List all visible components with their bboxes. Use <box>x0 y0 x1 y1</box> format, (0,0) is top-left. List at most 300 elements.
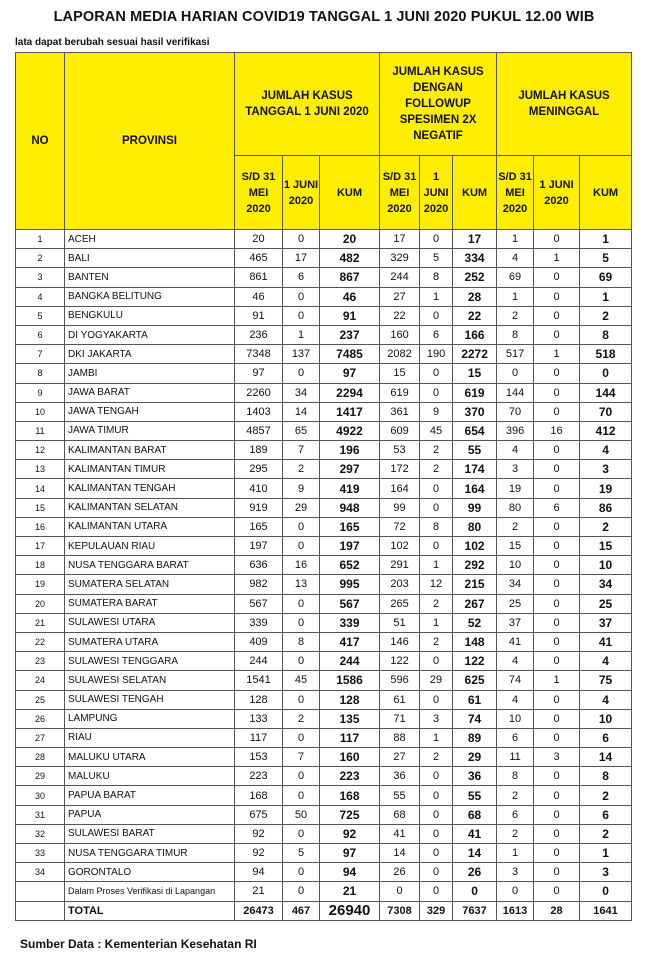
followup-day-value: 1 <box>420 556 453 575</box>
meninggal-day-value: 0 <box>534 517 580 536</box>
province-name: SUMATERA SELATAN <box>65 575 235 594</box>
kasus-kum-value: 1417 <box>320 402 380 421</box>
meninggal-sd-value: 37 <box>497 613 534 632</box>
followup-sd-value: 122 <box>380 652 420 671</box>
meninggal-day-value: 0 <box>534 364 580 383</box>
kasus-kum-value: 244 <box>320 652 380 671</box>
meninggal-sd-value: 10 <box>497 556 534 575</box>
table-row <box>16 709 632 728</box>
kasus-day-value: 0 <box>283 306 320 325</box>
table-row <box>16 671 632 690</box>
kasus-day-value: 0 <box>283 230 320 249</box>
row-number: 16 <box>16 517 65 536</box>
followup-sd-value: 265 <box>380 594 420 613</box>
followup-sd-value: 41 <box>380 824 420 843</box>
kasus-kum-value: 128 <box>320 690 380 709</box>
province-name: SULAWESI SELATAN <box>65 671 235 690</box>
row-number: 31 <box>16 805 65 824</box>
col-header-meninggal-kum: KUM <box>580 156 632 230</box>
meninggal-sd-value: 2 <box>497 786 534 805</box>
table-row <box>16 786 632 805</box>
followup-day-value: 1 <box>420 613 453 632</box>
province-name: BANTEN <box>65 268 235 287</box>
followup-day-value: 2 <box>420 748 453 767</box>
meninggal-day-value: 0 <box>534 824 580 843</box>
row-number: 9 <box>16 383 65 402</box>
col-header-kasus-kum: KUM <box>320 156 380 230</box>
kasus-day-value: 137 <box>283 345 320 364</box>
meninggal-kum-value: 6 <box>580 805 632 824</box>
province-name: NUSA TENGGARA TIMUR <box>65 844 235 863</box>
followup-day-value: 29 <box>420 671 453 690</box>
meninggal-kum-value: 0 <box>580 882 632 901</box>
meninggal-sd-value: 144 <box>497 383 534 402</box>
followup-day-value: 2 <box>420 460 453 479</box>
kasus-sd-value: 339 <box>235 613 283 632</box>
meninggal-kum-value: 2 <box>580 786 632 805</box>
meninggal-day-value: 0 <box>534 537 580 556</box>
kasus-kum-value: 197 <box>320 537 380 556</box>
kasus-day-value: 0 <box>283 594 320 613</box>
province-name: ACEH <box>65 230 235 249</box>
total-meninggal-kum: 1641 <box>580 901 632 920</box>
kasus-day-value: 0 <box>283 767 320 786</box>
meninggal-day-value: 3 <box>534 748 580 767</box>
kasus-kum-value: 135 <box>320 709 380 728</box>
followup-day-value: 0 <box>420 498 453 517</box>
row-number: 33 <box>16 844 65 863</box>
total-kasus-day: 467 <box>283 901 320 920</box>
kasus-sd-value: 236 <box>235 325 283 344</box>
kasus-day-value: 0 <box>283 786 320 805</box>
followup-day-value: 8 <box>420 268 453 287</box>
group-header-kasus: JUMLAH KASUS TANGGAL 1 JUNI 2020 <box>235 53 380 156</box>
kasus-kum-value: 94 <box>320 863 380 882</box>
followup-day-value: 0 <box>420 383 453 402</box>
province-name: KEPULAUAN RIAU <box>65 537 235 556</box>
row-number <box>16 882 65 901</box>
province-name: KALIMANTAN BARAT <box>65 441 235 460</box>
meninggal-kum-value: 15 <box>580 537 632 556</box>
total-meninggal-day: 28 <box>534 901 580 920</box>
kasus-sd-value: 133 <box>235 709 283 728</box>
meninggal-sd-value: 1 <box>497 230 534 249</box>
table-row <box>16 287 632 306</box>
meninggal-sd-value: 396 <box>497 421 534 440</box>
table-row <box>16 613 632 632</box>
kasus-kum-value: 97 <box>320 844 380 863</box>
meninggal-sd-value: 3 <box>497 863 534 882</box>
followup-kum-value: 15 <box>453 364 497 383</box>
followup-day-value: 2 <box>420 441 453 460</box>
total-followup-day: 329 <box>420 901 453 920</box>
meninggal-sd-value: 10 <box>497 709 534 728</box>
table-row <box>16 882 632 901</box>
province-name: LAMPUNG <box>65 709 235 728</box>
total-row <box>16 901 632 920</box>
kasus-day-value: 0 <box>283 364 320 383</box>
kasus-kum-value: 2294 <box>320 383 380 402</box>
province-name: SULAWESI TENGAH <box>65 690 235 709</box>
kasus-sd-value: 1403 <box>235 402 283 421</box>
province-name: JAWA BARAT <box>65 383 235 402</box>
followup-sd-value: 36 <box>380 767 420 786</box>
row-number: 1 <box>16 230 65 249</box>
kasus-kum-value: 339 <box>320 613 380 632</box>
kasus-kum-value: 867 <box>320 268 380 287</box>
meninggal-day-value: 0 <box>534 844 580 863</box>
meninggal-sd-value: 6 <box>497 728 534 747</box>
followup-kum-value: 166 <box>453 325 497 344</box>
row-number: 17 <box>16 537 65 556</box>
kasus-sd-value: 7348 <box>235 345 283 364</box>
meninggal-kum-value: 69 <box>580 268 632 287</box>
followup-kum-value: 654 <box>453 421 497 440</box>
kasus-kum-value: 417 <box>320 632 380 651</box>
kasus-kum-value: 92 <box>320 824 380 843</box>
row-number: 13 <box>16 460 65 479</box>
table-row <box>16 383 632 402</box>
table-row <box>16 748 632 767</box>
followup-sd-value: 146 <box>380 632 420 651</box>
kasus-sd-value: 861 <box>235 268 283 287</box>
followup-kum-value: 174 <box>453 460 497 479</box>
followup-kum-value: 215 <box>453 575 497 594</box>
row-number: 8 <box>16 364 65 383</box>
row-number: 29 <box>16 767 65 786</box>
meninggal-kum-value: 19 <box>580 479 632 498</box>
meninggal-kum-value: 2 <box>580 824 632 843</box>
meninggal-day-value: 1 <box>534 249 580 268</box>
col-header-kasus-sd: S/D 31 MEI 2020 <box>235 156 283 230</box>
kasus-day-value: 2 <box>283 709 320 728</box>
followup-sd-value: 55 <box>380 786 420 805</box>
row-number: 6 <box>16 325 65 344</box>
province-name: JAWA TENGAH <box>65 402 235 421</box>
meninggal-kum-value: 4 <box>580 652 632 671</box>
kasus-sd-value: 4857 <box>235 421 283 440</box>
followup-sd-value: 27 <box>380 748 420 767</box>
col-header-meninggal-day: 1 JUNI 2020 <box>534 156 580 230</box>
row-number: 22 <box>16 632 65 651</box>
meninggal-kum-value: 0 <box>580 364 632 383</box>
followup-day-value: 0 <box>420 824 453 843</box>
followup-kum-value: 55 <box>453 441 497 460</box>
meninggal-day-value: 0 <box>534 402 580 421</box>
province-name: SUMATERA UTARA <box>65 632 235 651</box>
source-note: Sumber Data : Kementerian Kesehatan RI <box>20 937 257 951</box>
meninggal-sd-value: 2 <box>497 517 534 536</box>
kasus-kum-value: 652 <box>320 556 380 575</box>
group-header-followup: JUMLAH KASUS DENGAN FOLLOWUP SPESIMEN 2X NEGATIF <box>380 53 497 156</box>
total-meninggal-sd: 1613 <box>497 901 534 920</box>
meninggal-kum-value: 518 <box>580 345 632 364</box>
kasus-day-value: 0 <box>283 652 320 671</box>
kasus-sd-value: 409 <box>235 632 283 651</box>
row-number: 10 <box>16 402 65 421</box>
followup-sd-value: 291 <box>380 556 420 575</box>
table-row <box>16 479 632 498</box>
report-title: LAPORAN MEDIA HARIAN COVID19 TANGGAL 1 JUNI 2020 PUKUL 12.00 WIB <box>53 9 595 25</box>
meninggal-day-value: 0 <box>534 709 580 728</box>
kasus-day-value: 65 <box>283 421 320 440</box>
followup-day-value: 6 <box>420 325 453 344</box>
followup-sd-value: 26 <box>380 863 420 882</box>
kasus-kum-value: 46 <box>320 287 380 306</box>
followup-sd-value: 15 <box>380 364 420 383</box>
meninggal-sd-value: 41 <box>497 632 534 651</box>
followup-kum-value: 74 <box>453 709 497 728</box>
table-row <box>16 632 632 651</box>
kasus-day-value: 6 <box>283 268 320 287</box>
followup-kum-value: 619 <box>453 383 497 402</box>
kasus-day-value: 0 <box>283 882 320 901</box>
province-name: MALUKU <box>65 767 235 786</box>
followup-kum-value: 625 <box>453 671 497 690</box>
table-row <box>16 517 632 536</box>
row-number: 27 <box>16 728 65 747</box>
kasus-day-value: 29 <box>283 498 320 517</box>
kasus-sd-value: 636 <box>235 556 283 575</box>
meninggal-day-value: 0 <box>534 556 580 575</box>
table-row <box>16 498 632 517</box>
followup-kum-value: 148 <box>453 632 497 651</box>
row-number: 23 <box>16 652 65 671</box>
kasus-kum-value: 223 <box>320 767 380 786</box>
row-number: 30 <box>16 786 65 805</box>
province-name: JAMBI <box>65 364 235 383</box>
meninggal-sd-value: 69 <box>497 268 534 287</box>
followup-kum-value: 26 <box>453 863 497 882</box>
province-name: KALIMANTAN UTARA <box>65 517 235 536</box>
kasus-kum-value: 160 <box>320 748 380 767</box>
followup-kum-value: 17 <box>453 230 497 249</box>
table-row <box>16 345 632 364</box>
meninggal-day-value: 0 <box>534 230 580 249</box>
kasus-day-value: 50 <box>283 805 320 824</box>
followup-day-value: 0 <box>420 767 453 786</box>
meninggal-sd-value: 15 <box>497 537 534 556</box>
row-number: 15 <box>16 498 65 517</box>
table-row <box>16 594 632 613</box>
province-name: KALIMANTAN SELATAN <box>65 498 235 517</box>
province-name: BALI <box>65 249 235 268</box>
meninggal-sd-value: 1 <box>497 844 534 863</box>
followup-kum-value: 252 <box>453 268 497 287</box>
kasus-day-value: 45 <box>283 671 320 690</box>
kasus-sd-value: 21 <box>235 882 283 901</box>
row-number: 5 <box>16 306 65 325</box>
kasus-day-value: 2 <box>283 460 320 479</box>
meninggal-kum-value: 8 <box>580 325 632 344</box>
meninggal-sd-value: 517 <box>497 345 534 364</box>
kasus-sd-value: 153 <box>235 748 283 767</box>
followup-day-value: 0 <box>420 537 453 556</box>
kasus-sd-value: 567 <box>235 594 283 613</box>
province-name: BENGKULU <box>65 306 235 325</box>
meninggal-day-value: 0 <box>534 863 580 882</box>
kasus-kum-value: 237 <box>320 325 380 344</box>
meninggal-day-value: 0 <box>534 786 580 805</box>
province-name: KALIMANTAN TIMUR <box>65 460 235 479</box>
followup-day-value: 0 <box>420 652 453 671</box>
row-number: 34 <box>16 863 65 882</box>
meninggal-sd-value: 0 <box>497 882 534 901</box>
kasus-kum-value: 7485 <box>320 345 380 364</box>
kasus-sd-value: 117 <box>235 728 283 747</box>
meninggal-sd-value: 25 <box>497 594 534 613</box>
followup-day-value: 0 <box>420 863 453 882</box>
meninggal-day-value: 1 <box>534 345 580 364</box>
meninggal-day-value: 0 <box>534 805 580 824</box>
table-body <box>16 230 632 921</box>
covid-report-table <box>15 52 632 921</box>
kasus-kum-value: 21 <box>320 882 380 901</box>
meninggal-day-value: 0 <box>534 594 580 613</box>
meninggal-kum-value: 3 <box>580 460 632 479</box>
followup-kum-value: 28 <box>453 287 497 306</box>
kasus-sd-value: 2260 <box>235 383 283 402</box>
col-header-no: NO <box>16 53 65 230</box>
kasus-sd-value: 20 <box>235 230 283 249</box>
followup-day-value: 2 <box>420 594 453 613</box>
kasus-kum-value: 567 <box>320 594 380 613</box>
followup-kum-value: 68 <box>453 805 497 824</box>
row-number: 14 <box>16 479 65 498</box>
total-kasus-kum: 26940 <box>320 901 380 920</box>
province-name: PAPUA BARAT <box>65 786 235 805</box>
meninggal-kum-value: 144 <box>580 383 632 402</box>
meninggal-sd-value: 8 <box>497 767 534 786</box>
table-row <box>16 863 632 882</box>
meninggal-sd-value: 2 <box>497 306 534 325</box>
kasus-sd-value: 197 <box>235 537 283 556</box>
followup-sd-value: 14 <box>380 844 420 863</box>
table-row <box>16 364 632 383</box>
group-header-meninggal: JUMLAH KASUS MENINGGAL <box>497 53 632 156</box>
followup-sd-value: 172 <box>380 460 420 479</box>
followup-sd-value: 17 <box>380 230 420 249</box>
followup-sd-value: 88 <box>380 728 420 747</box>
kasus-day-value: 0 <box>283 863 320 882</box>
meninggal-kum-value: 1 <box>580 230 632 249</box>
followup-day-value: 0 <box>420 844 453 863</box>
followup-kum-value: 55 <box>453 786 497 805</box>
row-number: 28 <box>16 748 65 767</box>
kasus-sd-value: 189 <box>235 441 283 460</box>
meninggal-kum-value: 6 <box>580 728 632 747</box>
followup-sd-value: 361 <box>380 402 420 421</box>
kasus-kum-value: 20 <box>320 230 380 249</box>
kasus-sd-value: 94 <box>235 863 283 882</box>
followup-sd-value: 27 <box>380 287 420 306</box>
meninggal-kum-value: 10 <box>580 709 632 728</box>
followup-day-value: 0 <box>420 364 453 383</box>
meninggal-sd-value: 3 <box>497 460 534 479</box>
followup-sd-value: 0 <box>380 882 420 901</box>
meninggal-day-value: 0 <box>534 652 580 671</box>
kasus-day-value: 0 <box>283 613 320 632</box>
meninggal-day-value: 0 <box>534 613 580 632</box>
province-name: DI YOGYAKARTA <box>65 325 235 344</box>
followup-sd-value: 68 <box>380 805 420 824</box>
meninggal-day-value: 0 <box>534 632 580 651</box>
row-number: 11 <box>16 421 65 440</box>
kasus-day-value: 0 <box>283 824 320 843</box>
followup-day-value: 0 <box>420 306 453 325</box>
kasus-sd-value: 982 <box>235 575 283 594</box>
followup-sd-value: 164 <box>380 479 420 498</box>
meninggal-sd-value: 0 <box>497 364 534 383</box>
kasus-sd-value: 465 <box>235 249 283 268</box>
meninggal-sd-value: 6 <box>497 805 534 824</box>
followup-sd-value: 71 <box>380 709 420 728</box>
meninggal-kum-value: 2 <box>580 517 632 536</box>
row-number: 18 <box>16 556 65 575</box>
table-row <box>16 306 632 325</box>
followup-sd-value: 72 <box>380 517 420 536</box>
followup-day-value: 0 <box>420 786 453 805</box>
total-kasus-sd: 26473 <box>235 901 283 920</box>
row-number: 25 <box>16 690 65 709</box>
followup-day-value: 12 <box>420 575 453 594</box>
table-row <box>16 556 632 575</box>
table-row <box>16 652 632 671</box>
kasus-sd-value: 92 <box>235 844 283 863</box>
followup-day-value: 0 <box>420 479 453 498</box>
kasus-sd-value: 92 <box>235 824 283 843</box>
meninggal-kum-value: 4 <box>580 441 632 460</box>
col-header-kasus-day: 1 JUNI 2020 <box>283 156 320 230</box>
meninggal-day-value: 1 <box>534 671 580 690</box>
meninggal-kum-value: 25 <box>580 594 632 613</box>
province-name: RIAU <box>65 728 235 747</box>
province-name: BANGKA BELITUNG <box>65 287 235 306</box>
meninggal-kum-value: 75 <box>580 671 632 690</box>
followup-sd-value: 596 <box>380 671 420 690</box>
followup-sd-value: 244 <box>380 268 420 287</box>
followup-day-value: 2 <box>420 632 453 651</box>
kasus-day-value: 16 <box>283 556 320 575</box>
table-row <box>16 441 632 460</box>
col-header-followup-kum: KUM <box>453 156 497 230</box>
province-name: MALUKU UTARA <box>65 748 235 767</box>
meninggal-sd-value: 19 <box>497 479 534 498</box>
kasus-sd-value: 244 <box>235 652 283 671</box>
kasus-kum-value: 117 <box>320 728 380 747</box>
province-name: SULAWESI BARAT <box>65 824 235 843</box>
followup-kum-value: 164 <box>453 479 497 498</box>
total-followup-kum: 7637 <box>453 901 497 920</box>
row-number: 4 <box>16 287 65 306</box>
followup-kum-value: 122 <box>453 652 497 671</box>
followup-day-value: 1 <box>420 728 453 747</box>
followup-day-value: 0 <box>420 230 453 249</box>
meninggal-kum-value: 2 <box>580 306 632 325</box>
meninggal-kum-value: 70 <box>580 402 632 421</box>
kasus-day-value: 9 <box>283 479 320 498</box>
kasus-sd-value: 97 <box>235 364 283 383</box>
followup-kum-value: 267 <box>453 594 497 613</box>
row-number: 3 <box>16 268 65 287</box>
followup-day-value: 0 <box>420 690 453 709</box>
table-row <box>16 268 632 287</box>
followup-day-value: 3 <box>420 709 453 728</box>
followup-kum-value: 52 <box>453 613 497 632</box>
followup-sd-value: 61 <box>380 690 420 709</box>
row-number: 2 <box>16 249 65 268</box>
kasus-kum-value: 948 <box>320 498 380 517</box>
